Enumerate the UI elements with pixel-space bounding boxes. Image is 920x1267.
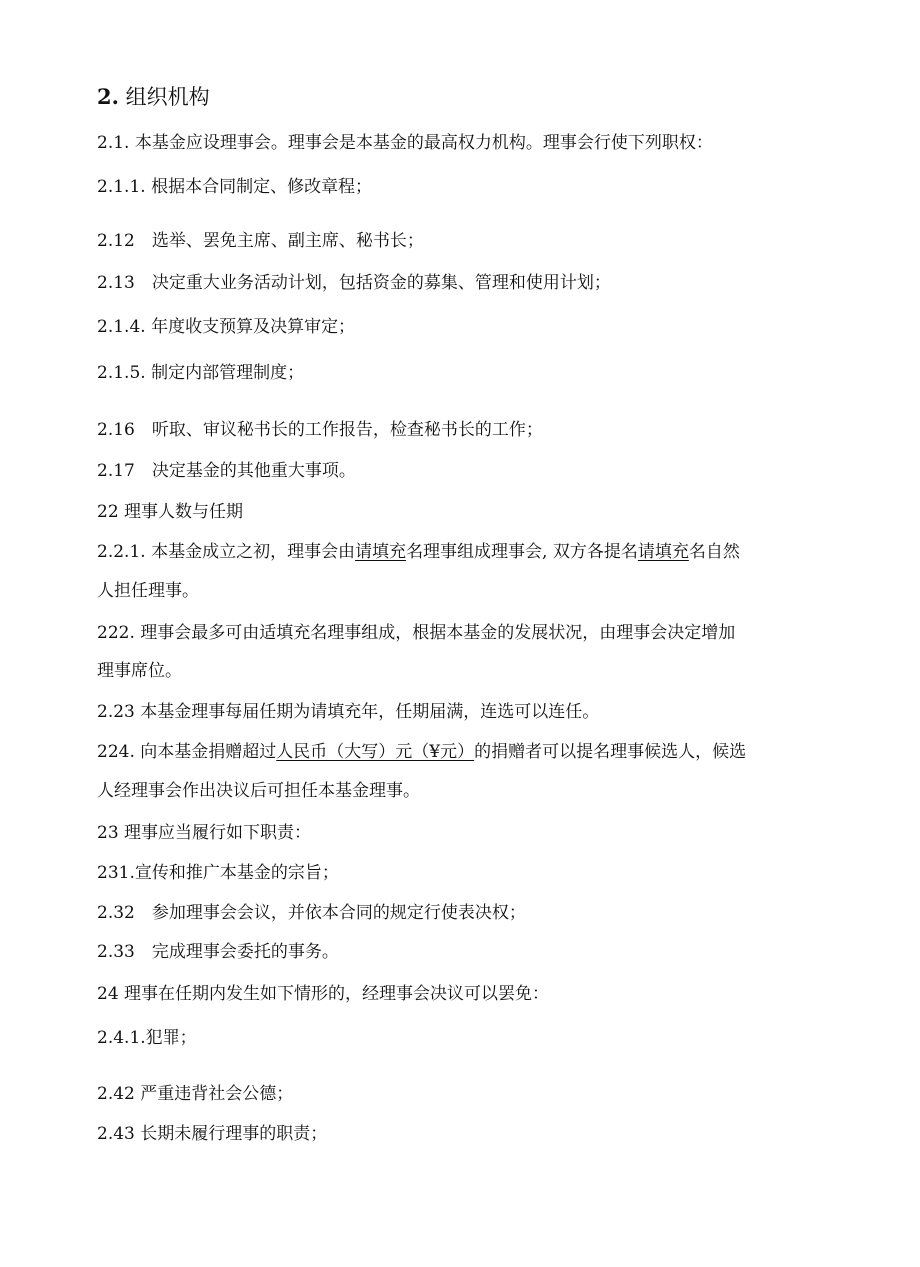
- clause-2-3-heading: 23 理事应当履行如下职责：: [97, 823, 312, 843]
- clause-2-2-heading: 22 理事人数与任期: [97, 502, 244, 522]
- clause-2-4-3: 2.43 长期未履行理事的职责；: [97, 1124, 328, 1144]
- clause-2-2-4: [97, 741, 746, 763]
- section-number-separator: .: [111, 84, 119, 109]
- clause-2-2-2: 222. 理事会最多可由适填充名理事组成，根据本基金的发展状况，由理事会决定增加: [97, 623, 736, 643]
- section-heading: [97, 84, 210, 110]
- clause-2-1-7: 2.17 决定基金的其他重大事项。: [97, 461, 356, 481]
- fill-in-blank: 人民币（大写）元（¥元）: [276, 742, 475, 762]
- clause-2-1-2: 2.12 选举、罢免主席、副主席、秘书长；: [97, 231, 424, 251]
- clause-2-1-1: 2.1.1. 根据本合同制定、修改章程；: [97, 177, 373, 197]
- clause-2-2-3: 2.23 本基金理事每届任期为请填充年，任期届满，连选可以连任。: [97, 702, 600, 722]
- clause-2-2-1: [97, 541, 740, 563]
- clause-2-1-3: 2.13 决定重大业务活动计划，包括资金的募集、管理和使用计划；: [97, 273, 611, 293]
- clause-2-2-2-continued: 理事席位。: [97, 661, 182, 681]
- clause-2-2-4-continued: 人经理事会作出决议后可担任本基金理事。: [97, 781, 420, 801]
- clause-2-3-3: 2.33 完成理事会委托的事务。: [97, 942, 339, 962]
- clause-2-1: 2.1. 本基金应设理事会。理事会是本基金的最高权力机构。理事会行使下列职权：: [97, 133, 713, 153]
- clause-2-4-1: 2.4.1.犯罪；: [97, 1028, 197, 1048]
- section-title: 组织机构: [125, 85, 210, 109]
- clause-2-2-1-continued: 人担任理事。: [97, 581, 199, 601]
- fill-in-blank: 请填充: [355, 542, 407, 562]
- clause-text: 224. 向本基金捐赠超过: [97, 742, 277, 762]
- clause-text: 名理事组成理事会, 双方各提名: [406, 542, 638, 562]
- fill-in-blank: 请填充: [637, 542, 689, 562]
- clause-2-1-5: 2.1.5. 制定内部管理制度；: [97, 363, 305, 383]
- clause-2-3-2: 2.32 参加理事会会议，并依本合同的规定行使表决权；: [97, 903, 526, 923]
- clause-2-1-6: 2.16 听取、审议秘书长的工作报告，检查秘书长的工作；: [97, 420, 543, 440]
- clause-2-4-heading: 24 理事在任期内发生如下情形的，经理事会决议可以罢免：: [97, 984, 550, 1004]
- clause-text: 名自然: [688, 542, 740, 562]
- clause-text: 的捐赠者可以提名理事候选人，候选: [474, 742, 747, 762]
- clause-2-1-4: 2.1.4. 年度收支预算及决算审定；: [97, 317, 356, 337]
- clause-text: 2.2.1. 本基金成立之初，理事会由: [97, 542, 356, 562]
- section-number: 2: [97, 84, 112, 109]
- clause-2-4-2: 2.42 严重违背社会公德；: [97, 1084, 294, 1104]
- clause-2-3-1: 231.宣传和推广本基金的宗旨；: [97, 863, 339, 883]
